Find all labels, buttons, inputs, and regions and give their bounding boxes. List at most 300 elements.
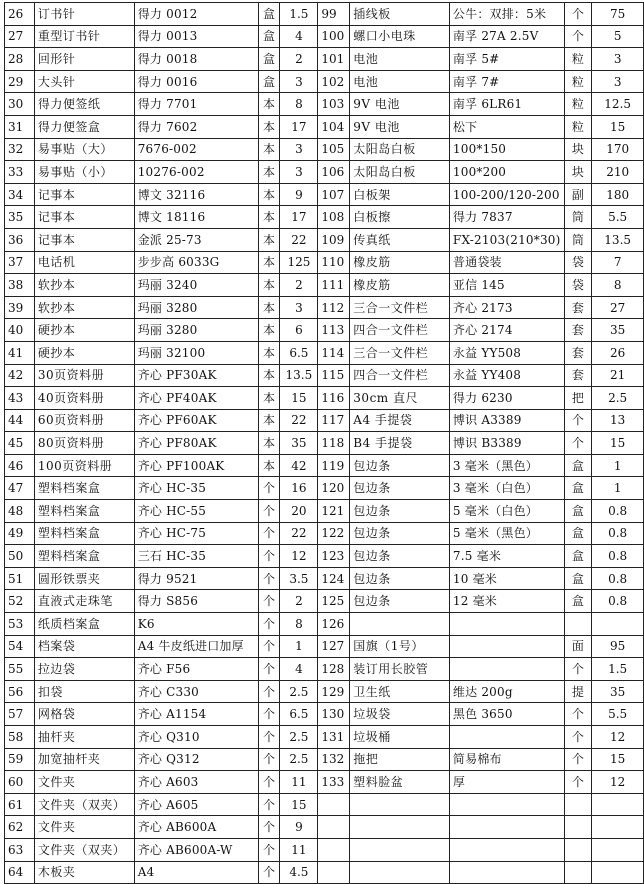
right-item-name: 包边条 bbox=[350, 454, 450, 477]
left-item-unit: 个 bbox=[258, 658, 280, 681]
table-row bbox=[5, 793, 644, 816]
left-item-number: 41 bbox=[5, 341, 35, 364]
left-item-name: 塑料档案盒 bbox=[34, 545, 134, 568]
left-item-unit: 个 bbox=[258, 567, 280, 590]
right-item-name: 包边条 bbox=[350, 522, 450, 545]
right-item-name bbox=[350, 613, 450, 636]
left-item-spec: 齐心 A605 bbox=[134, 793, 258, 816]
left-item-unit: 个 bbox=[258, 500, 280, 523]
left-item-number: 53 bbox=[5, 613, 35, 636]
left-item-name: 文件夹 bbox=[34, 771, 134, 794]
right-item-price: 13.5 bbox=[592, 228, 644, 251]
right-item-price: 15 bbox=[592, 432, 644, 455]
right-item-name: 包边条 bbox=[350, 590, 450, 613]
left-item-name: 文件夹（双夹） bbox=[34, 793, 134, 816]
left-item-spec: 玛丽 3280 bbox=[134, 296, 258, 319]
left-item-name: 塑料档案盒 bbox=[34, 500, 134, 523]
left-item-name: 圆形铁票夹 bbox=[34, 567, 134, 590]
right-item-name: 国旗（1号） bbox=[350, 635, 450, 658]
right-item-name: 包边条 bbox=[350, 477, 450, 500]
right-item-name: 包边条 bbox=[350, 567, 450, 590]
right-item-name: 电池 bbox=[350, 70, 450, 93]
right-item-spec: 普通袋装 bbox=[449, 251, 564, 274]
right-item-price: 5 bbox=[592, 25, 644, 48]
right-item-spec: 南孚 7# bbox=[449, 70, 564, 93]
left-item-unit: 本 bbox=[258, 161, 280, 184]
right-item-name: 橡皮筋 bbox=[350, 274, 450, 297]
left-item-name: 扣袋 bbox=[34, 680, 134, 703]
right-item-number: 113 bbox=[318, 319, 350, 342]
right-item-unit: 个 bbox=[564, 25, 592, 48]
right-item-price: 3 bbox=[592, 70, 644, 93]
left-item-spec: 得力 0012 bbox=[134, 3, 258, 26]
right-item-unit: 副 bbox=[564, 183, 592, 206]
left-item-spec: 齐心 HC-75 bbox=[134, 522, 258, 545]
right-item-name: B4 手提袋 bbox=[350, 432, 450, 455]
table-row bbox=[5, 838, 644, 861]
left-item-spec: 博文 18116 bbox=[134, 206, 258, 229]
right-item-unit: 套 bbox=[564, 319, 592, 342]
right-item-name: 螺口小电珠 bbox=[350, 25, 450, 48]
left-item-spec: 步步高 6033G bbox=[134, 251, 258, 274]
left-item-spec: 齐心 AB600A-W bbox=[134, 838, 258, 861]
table-row bbox=[5, 545, 644, 568]
right-item-spec: 100*150 bbox=[449, 138, 564, 161]
right-item-name: 塑料脸盆 bbox=[350, 771, 450, 794]
left-item-number: 63 bbox=[5, 838, 35, 861]
right-item-spec: 松下 bbox=[449, 115, 564, 138]
right-item-number: 123 bbox=[318, 545, 350, 568]
right-item-spec bbox=[449, 793, 564, 816]
left-item-unit: 盒 bbox=[258, 48, 280, 71]
left-item-price: 15 bbox=[280, 387, 318, 410]
left-item-price: 9 bbox=[280, 816, 318, 839]
right-item-unit: 盒 bbox=[564, 522, 592, 545]
right-item-number: 118 bbox=[318, 432, 350, 455]
right-item-number bbox=[318, 816, 350, 839]
right-item-spec: 博识 A3389 bbox=[449, 409, 564, 432]
left-item-price: 6 bbox=[280, 319, 318, 342]
right-item-number: 107 bbox=[318, 183, 350, 206]
left-item-name: 文件夹（双夹） bbox=[34, 838, 134, 861]
right-item-unit bbox=[564, 816, 592, 839]
right-item-price bbox=[592, 838, 644, 861]
left-item-unit: 个 bbox=[258, 861, 280, 884]
table-row bbox=[5, 454, 644, 477]
table-row bbox=[5, 590, 644, 613]
left-item-spec: 齐心 Q310 bbox=[134, 726, 258, 749]
left-item-name: 订书针 bbox=[34, 3, 134, 26]
right-item-spec bbox=[449, 816, 564, 839]
right-item-unit: 盒 bbox=[564, 567, 592, 590]
left-item-number: 58 bbox=[5, 726, 35, 749]
table-row bbox=[5, 206, 644, 229]
left-item-number: 26 bbox=[5, 3, 35, 26]
left-item-name: 网格袋 bbox=[34, 703, 134, 726]
left-item-spec: A4 bbox=[134, 861, 258, 884]
left-item-price: 11 bbox=[280, 771, 318, 794]
right-item-name: 三合一文件栏 bbox=[350, 341, 450, 364]
left-item-unit: 个 bbox=[258, 793, 280, 816]
right-item-unit: 袋 bbox=[564, 251, 592, 274]
right-item-price: 21 bbox=[592, 364, 644, 387]
left-item-spec: 金派 25-73 bbox=[134, 228, 258, 251]
table-row bbox=[5, 635, 644, 658]
left-item-name: 木板夹 bbox=[34, 861, 134, 884]
right-item-number: 126 bbox=[318, 613, 350, 636]
right-item-spec: 7.5 毫米 bbox=[449, 545, 564, 568]
left-item-name: 塑料档案盒 bbox=[34, 522, 134, 545]
right-item-name: 传真纸 bbox=[350, 228, 450, 251]
left-item-price: 15 bbox=[280, 793, 318, 816]
left-item-price: 42 bbox=[280, 454, 318, 477]
right-item-price: 95 bbox=[592, 635, 644, 658]
left-item-number: 45 bbox=[5, 432, 35, 455]
right-item-unit: 个 bbox=[564, 726, 592, 749]
right-item-unit: 提 bbox=[564, 680, 592, 703]
left-item-spec: 得力 7602 bbox=[134, 115, 258, 138]
right-item-spec: 齐心 2173 bbox=[449, 296, 564, 319]
left-item-price: 22 bbox=[280, 522, 318, 545]
right-item-name: 电池 bbox=[350, 48, 450, 71]
left-item-number: 32 bbox=[5, 138, 35, 161]
left-item-spec: 齐心 PF40AK bbox=[134, 387, 258, 410]
left-item-unit: 个 bbox=[258, 590, 280, 613]
table-row bbox=[5, 680, 644, 703]
left-item-spec: 齐心 A1154 bbox=[134, 703, 258, 726]
left-item-spec: 玛丽 32100 bbox=[134, 341, 258, 364]
right-item-unit: 筒 bbox=[564, 206, 592, 229]
left-item-unit: 盒 bbox=[258, 3, 280, 26]
right-item-name: 白板擦 bbox=[350, 206, 450, 229]
left-item-price: 6.5 bbox=[280, 703, 318, 726]
left-item-price: 2 bbox=[280, 274, 318, 297]
left-item-spec: 齐心 PF30AK bbox=[134, 364, 258, 387]
left-item-spec: 玛丽 3280 bbox=[134, 319, 258, 342]
table-row bbox=[5, 409, 644, 432]
right-item-price: 12.5 bbox=[592, 93, 644, 116]
left-item-number: 51 bbox=[5, 567, 35, 590]
left-item-spec: 7676-002 bbox=[134, 138, 258, 161]
right-item-unit: 筒 bbox=[564, 228, 592, 251]
right-item-spec: 3 毫米（黑色） bbox=[449, 454, 564, 477]
right-item-number: 110 bbox=[318, 251, 350, 274]
left-item-name: 回形针 bbox=[34, 48, 134, 71]
left-item-number: 39 bbox=[5, 296, 35, 319]
left-item-unit: 个 bbox=[258, 522, 280, 545]
right-item-name: 三合一文件栏 bbox=[350, 296, 450, 319]
table-row bbox=[5, 70, 644, 93]
right-item-price: 0.8 bbox=[592, 590, 644, 613]
left-item-number: 28 bbox=[5, 48, 35, 71]
right-item-number: 127 bbox=[318, 635, 350, 658]
right-item-price: 5.5 bbox=[592, 703, 644, 726]
right-item-spec bbox=[449, 861, 564, 884]
right-item-number: 108 bbox=[318, 206, 350, 229]
left-item-name: 记事本 bbox=[34, 206, 134, 229]
left-item-number: 54 bbox=[5, 635, 35, 658]
left-item-spec: 得力 7701 bbox=[134, 93, 258, 116]
right-item-name: 9V 电池 bbox=[350, 115, 450, 138]
right-item-number: 99 bbox=[318, 3, 350, 26]
right-item-unit: 盒 bbox=[564, 454, 592, 477]
right-item-number: 124 bbox=[318, 567, 350, 590]
right-item-unit bbox=[564, 793, 592, 816]
left-item-name: 直液式走珠笔 bbox=[34, 590, 134, 613]
table-row bbox=[5, 726, 644, 749]
table-row bbox=[5, 296, 644, 319]
right-item-price: 12 bbox=[592, 771, 644, 794]
right-item-unit: 盒 bbox=[564, 545, 592, 568]
left-item-name: 80页资料册 bbox=[34, 432, 134, 455]
left-item-number: 42 bbox=[5, 364, 35, 387]
right-item-unit: 块 bbox=[564, 138, 592, 161]
left-item-unit: 本 bbox=[258, 319, 280, 342]
right-item-name: 包边条 bbox=[350, 500, 450, 523]
right-item-name: 卫生纸 bbox=[350, 680, 450, 703]
left-item-number: 46 bbox=[5, 454, 35, 477]
table-row bbox=[5, 93, 644, 116]
right-item-number: 104 bbox=[318, 115, 350, 138]
right-item-price: 35 bbox=[592, 319, 644, 342]
left-item-price: 17 bbox=[280, 115, 318, 138]
left-item-spec: A4 牛皮纸进口加厚 bbox=[134, 635, 258, 658]
left-item-name: 软抄本 bbox=[34, 296, 134, 319]
left-item-unit: 本 bbox=[258, 432, 280, 455]
left-item-number: 50 bbox=[5, 545, 35, 568]
left-item-number: 49 bbox=[5, 522, 35, 545]
left-item-unit: 本 bbox=[258, 138, 280, 161]
table-row bbox=[5, 25, 644, 48]
table-row bbox=[5, 48, 644, 71]
right-item-number: 119 bbox=[318, 454, 350, 477]
left-item-unit: 个 bbox=[258, 748, 280, 771]
right-item-spec: 5 毫米（黑色） bbox=[449, 522, 564, 545]
table-row bbox=[5, 387, 644, 410]
right-item-name: 装订用长胶管 bbox=[350, 658, 450, 681]
right-item-number: 120 bbox=[318, 477, 350, 500]
left-item-unit: 本 bbox=[258, 228, 280, 251]
table-row bbox=[5, 522, 644, 545]
right-item-number: 125 bbox=[318, 590, 350, 613]
left-item-spec: 得力 0013 bbox=[134, 25, 258, 48]
right-item-price: 0.8 bbox=[592, 500, 644, 523]
right-item-spec: 3 毫米（白色） bbox=[449, 477, 564, 500]
left-item-price: 3.5 bbox=[280, 567, 318, 590]
right-item-name: 插线板 bbox=[350, 3, 450, 26]
left-item-name: 记事本 bbox=[34, 183, 134, 206]
right-item-spec bbox=[449, 635, 564, 658]
left-item-price: 8 bbox=[280, 93, 318, 116]
right-item-name: 9V 电池 bbox=[350, 93, 450, 116]
table-row bbox=[5, 319, 644, 342]
left-item-name: 档案袋 bbox=[34, 635, 134, 658]
left-item-unit: 本 bbox=[258, 409, 280, 432]
right-item-spec bbox=[449, 838, 564, 861]
right-item-price: 12 bbox=[592, 726, 644, 749]
right-item-price: 0.8 bbox=[592, 545, 644, 568]
table-row bbox=[5, 138, 644, 161]
right-item-price: 7 bbox=[592, 251, 644, 274]
left-item-price: 12 bbox=[280, 545, 318, 568]
right-item-name bbox=[350, 793, 450, 816]
left-item-number: 37 bbox=[5, 251, 35, 274]
table-row bbox=[5, 748, 644, 771]
left-item-spec: 博文 32116 bbox=[134, 183, 258, 206]
left-item-number: 48 bbox=[5, 500, 35, 523]
table-row bbox=[5, 816, 644, 839]
right-item-spec: 永益 YY508 bbox=[449, 341, 564, 364]
left-item-spec: 玛丽 3240 bbox=[134, 274, 258, 297]
left-item-price: 1 bbox=[280, 635, 318, 658]
left-item-number: 47 bbox=[5, 477, 35, 500]
left-item-name: 记事本 bbox=[34, 228, 134, 251]
left-item-name: 得力便签纸 bbox=[34, 93, 134, 116]
right-item-unit: 套 bbox=[564, 296, 592, 319]
right-item-spec bbox=[449, 613, 564, 636]
right-item-price: 27 bbox=[592, 296, 644, 319]
right-item-price: 0.8 bbox=[592, 567, 644, 590]
left-item-price: 9 bbox=[280, 183, 318, 206]
left-item-price: 3 bbox=[280, 70, 318, 93]
right-item-unit: 粒 bbox=[564, 48, 592, 71]
left-item-spec: K6 bbox=[134, 613, 258, 636]
left-item-price: 4.5 bbox=[280, 861, 318, 884]
right-item-number bbox=[318, 838, 350, 861]
left-item-name: 文件夹 bbox=[34, 816, 134, 839]
right-item-number: 133 bbox=[318, 771, 350, 794]
left-item-price: 13.5 bbox=[280, 364, 318, 387]
right-item-price: 2.5 bbox=[592, 387, 644, 410]
left-item-number: 40 bbox=[5, 319, 35, 342]
left-item-unit: 个 bbox=[258, 726, 280, 749]
left-item-number: 27 bbox=[5, 25, 35, 48]
right-item-number bbox=[318, 793, 350, 816]
left-item-price: 2 bbox=[280, 48, 318, 71]
left-item-price: 22 bbox=[280, 409, 318, 432]
left-item-price: 11 bbox=[280, 838, 318, 861]
right-item-unit: 把 bbox=[564, 387, 592, 410]
left-item-spec: 齐心 HC-35 bbox=[134, 477, 258, 500]
right-item-price bbox=[592, 793, 644, 816]
right-item-number: 111 bbox=[318, 274, 350, 297]
right-item-price: 3 bbox=[592, 48, 644, 71]
left-item-unit: 个 bbox=[258, 635, 280, 658]
left-item-spec: 得力 S856 bbox=[134, 590, 258, 613]
right-item-spec bbox=[449, 658, 564, 681]
right-item-name: 包边条 bbox=[350, 545, 450, 568]
right-item-unit: 个 bbox=[564, 409, 592, 432]
right-item-price: 35 bbox=[592, 680, 644, 703]
right-item-price: 180 bbox=[592, 183, 644, 206]
left-item-spec: 齐心 PF60AK bbox=[134, 409, 258, 432]
left-item-price: 20 bbox=[280, 500, 318, 523]
right-item-number: 121 bbox=[318, 500, 350, 523]
table-row bbox=[5, 861, 644, 884]
left-item-price: 2.5 bbox=[280, 748, 318, 771]
right-item-unit: 个 bbox=[564, 703, 592, 726]
left-item-name: 易事贴（小） bbox=[34, 161, 134, 184]
left-item-number: 60 bbox=[5, 771, 35, 794]
left-item-spec: 齐心 C330 bbox=[134, 680, 258, 703]
right-item-price: 170 bbox=[592, 138, 644, 161]
left-item-unit: 本 bbox=[258, 274, 280, 297]
right-item-name bbox=[350, 816, 450, 839]
right-item-price bbox=[592, 613, 644, 636]
right-item-spec: 南孚 27A 2.5V bbox=[449, 25, 564, 48]
left-item-name: 软抄本 bbox=[34, 274, 134, 297]
right-item-number: 129 bbox=[318, 680, 350, 703]
right-item-unit: 个 bbox=[564, 748, 592, 771]
table-row bbox=[5, 228, 644, 251]
left-item-spec: 齐心 PF100AK bbox=[134, 454, 258, 477]
right-item-name: 太阳岛白板 bbox=[350, 138, 450, 161]
left-item-unit: 个 bbox=[258, 680, 280, 703]
table-row bbox=[5, 658, 644, 681]
left-item-unit: 本 bbox=[258, 183, 280, 206]
right-item-number: 117 bbox=[318, 409, 350, 432]
table-row bbox=[5, 251, 644, 274]
left-item-unit: 盒 bbox=[258, 25, 280, 48]
left-item-spec: 齐心 HC-55 bbox=[134, 500, 258, 523]
right-item-price: 13 bbox=[592, 409, 644, 432]
right-item-price: 5.5 bbox=[592, 206, 644, 229]
left-item-spec: 齐心 AB600A bbox=[134, 816, 258, 839]
right-item-price: 26 bbox=[592, 341, 644, 364]
right-item-spec: 博识 B3389 bbox=[449, 432, 564, 455]
left-item-unit: 盒 bbox=[258, 70, 280, 93]
right-item-unit bbox=[564, 613, 592, 636]
left-item-name: 30页资料册 bbox=[34, 364, 134, 387]
right-item-number: 116 bbox=[318, 387, 350, 410]
table-row bbox=[5, 183, 644, 206]
left-item-spec: 齐心 Q312 bbox=[134, 748, 258, 771]
right-item-name: 白板架 bbox=[350, 183, 450, 206]
right-item-number: 115 bbox=[318, 364, 350, 387]
right-item-spec bbox=[449, 726, 564, 749]
left-item-spec: 得力 0018 bbox=[134, 48, 258, 71]
right-item-number: 109 bbox=[318, 228, 350, 251]
right-item-number: 102 bbox=[318, 70, 350, 93]
left-item-unit: 个 bbox=[258, 771, 280, 794]
table-row bbox=[5, 613, 644, 636]
right-item-unit: 粒 bbox=[564, 93, 592, 116]
right-item-price: 1 bbox=[592, 477, 644, 500]
table-row bbox=[5, 703, 644, 726]
left-item-name: 抽杆夹 bbox=[34, 726, 134, 749]
left-item-unit: 个 bbox=[258, 545, 280, 568]
right-item-unit: 盒 bbox=[564, 500, 592, 523]
left-item-number: 44 bbox=[5, 409, 35, 432]
left-item-spec: 得力 0016 bbox=[134, 70, 258, 93]
left-item-price: 35 bbox=[280, 432, 318, 455]
right-item-number: 130 bbox=[318, 703, 350, 726]
left-item-name: 重型订书针 bbox=[34, 25, 134, 48]
right-item-unit bbox=[564, 838, 592, 861]
table-row bbox=[5, 567, 644, 590]
right-item-number: 106 bbox=[318, 161, 350, 184]
right-item-name: 垃圾袋 bbox=[350, 703, 450, 726]
right-item-number: 103 bbox=[318, 93, 350, 116]
right-item-name: 太阳岛白板 bbox=[350, 161, 450, 184]
left-item-name: 硬抄本 bbox=[34, 319, 134, 342]
right-item-name bbox=[350, 861, 450, 884]
left-item-price: 6.5 bbox=[280, 341, 318, 364]
right-item-spec: 公牛：双排：5米 bbox=[449, 3, 564, 26]
table-row bbox=[5, 274, 644, 297]
left-item-unit: 本 bbox=[258, 296, 280, 319]
right-item-number: 131 bbox=[318, 726, 350, 749]
